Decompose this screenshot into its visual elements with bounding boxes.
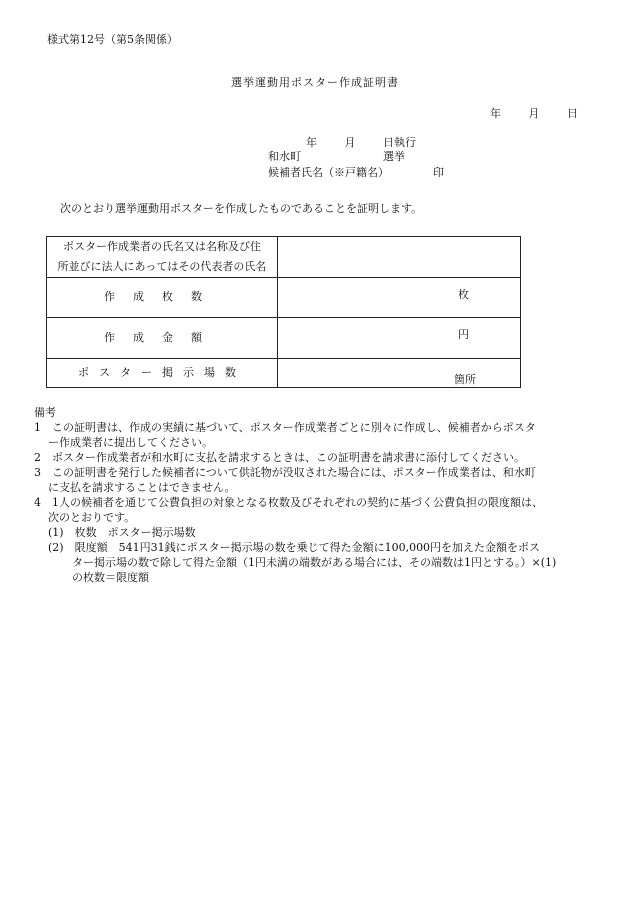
table-row — [47, 359, 521, 388]
amount-label — [47, 318, 278, 359]
board-count-label-text: ポスター掲示場数 — [78, 365, 246, 379]
notes-heading: 備考 — [34, 406, 56, 419]
document-title: 選挙運動用ポスター作成証明書 — [231, 76, 399, 89]
notes-section — [34, 405, 594, 585]
note-1-cont: ー作成業者に提出してください。 — [48, 436, 213, 449]
count-unit: 枚 — [458, 288, 469, 301]
election-day-label: 日執行 — [383, 136, 416, 149]
issue-month-label: 月 — [528, 107, 540, 120]
board-count-unit: 箇所 — [454, 373, 476, 386]
count-field[interactable] — [278, 278, 521, 318]
election-date — [306, 136, 416, 151]
seal-mark: 印 — [433, 166, 444, 179]
board-count-label — [47, 359, 278, 388]
note-4-sub-1: (1) 枚数 ポスター掲示場数 — [48, 526, 196, 539]
issue-year-label: 年 — [490, 107, 501, 120]
note-4-sub-2-cont2: の枚数＝限度額 — [72, 571, 149, 584]
count-label — [47, 278, 278, 318]
form-number: 様式第12号（第5条関係） — [47, 33, 178, 46]
table-row — [47, 237, 521, 278]
note-1: 1 この証明書は、作成の実績に基づいて、ポスター作成業者ごとに別々に作成し、候補者からポスタ — [34, 421, 536, 434]
election-month-label: 月 — [344, 136, 356, 149]
issue-day-label: 日 — [567, 107, 578, 120]
certificate-table — [46, 236, 521, 388]
note-3: 3 この証明書を発行した候補者について供託物が没収された場合には、ポスター作成業者は、和水町 — [34, 466, 536, 479]
note-4-cont: 次のとおりです。 — [48, 511, 136, 524]
candidate-name-label: 候補者氏名（※戸籍名） — [268, 166, 389, 179]
note-4: 4 1人の候補者を通じて公費負担の対象となる枚数及びそれぞれの契約に基づく公費負担の限度額は、 — [34, 496, 543, 509]
producer-name-field[interactable] — [278, 237, 521, 278]
note-4-sub-2: (2) 限度額 541円31銭にポスター掲示場の数を乗じて得た金額に100,000円を加えた金額をポス — [48, 541, 541, 554]
note-4-sub-2-cont1: ター掲示場の数で除して得た金額（1円未満の端数がある場合には、その端数は1円とする。）×(1) — [72, 556, 557, 569]
election-year-label: 年 — [306, 136, 317, 149]
election-name — [268, 150, 405, 165]
count-label-text: 作成枚数 — [104, 290, 220, 304]
table-row — [47, 318, 521, 359]
certification-statement: 次のとおり選挙運動用ポスターを作成したものであることを証明します。 — [60, 202, 423, 215]
town-name: 和水町 — [268, 150, 301, 163]
amount-unit: 円 — [458, 328, 469, 341]
table-row — [47, 278, 521, 318]
amount-field[interactable] — [278, 318, 521, 359]
issue-date — [490, 107, 578, 122]
producer-label-line1: ポスター作成業者の氏名又は名称及び住 — [63, 240, 261, 253]
amount-label-text: 作成金額 — [104, 330, 220, 344]
note-3-cont: に支払を請求することはできません。 — [48, 481, 236, 494]
election-label: 選挙 — [383, 150, 405, 163]
producer-name-label — [47, 237, 278, 278]
producer-label-line2: 所並びに法人にあってはその代表者の氏名 — [57, 260, 267, 273]
note-2: 2 ポスター作成業者が和水町に支払を請求するときは、この証明書を請求書に添付してください。 — [34, 451, 525, 464]
board-count-field[interactable] — [278, 359, 521, 388]
